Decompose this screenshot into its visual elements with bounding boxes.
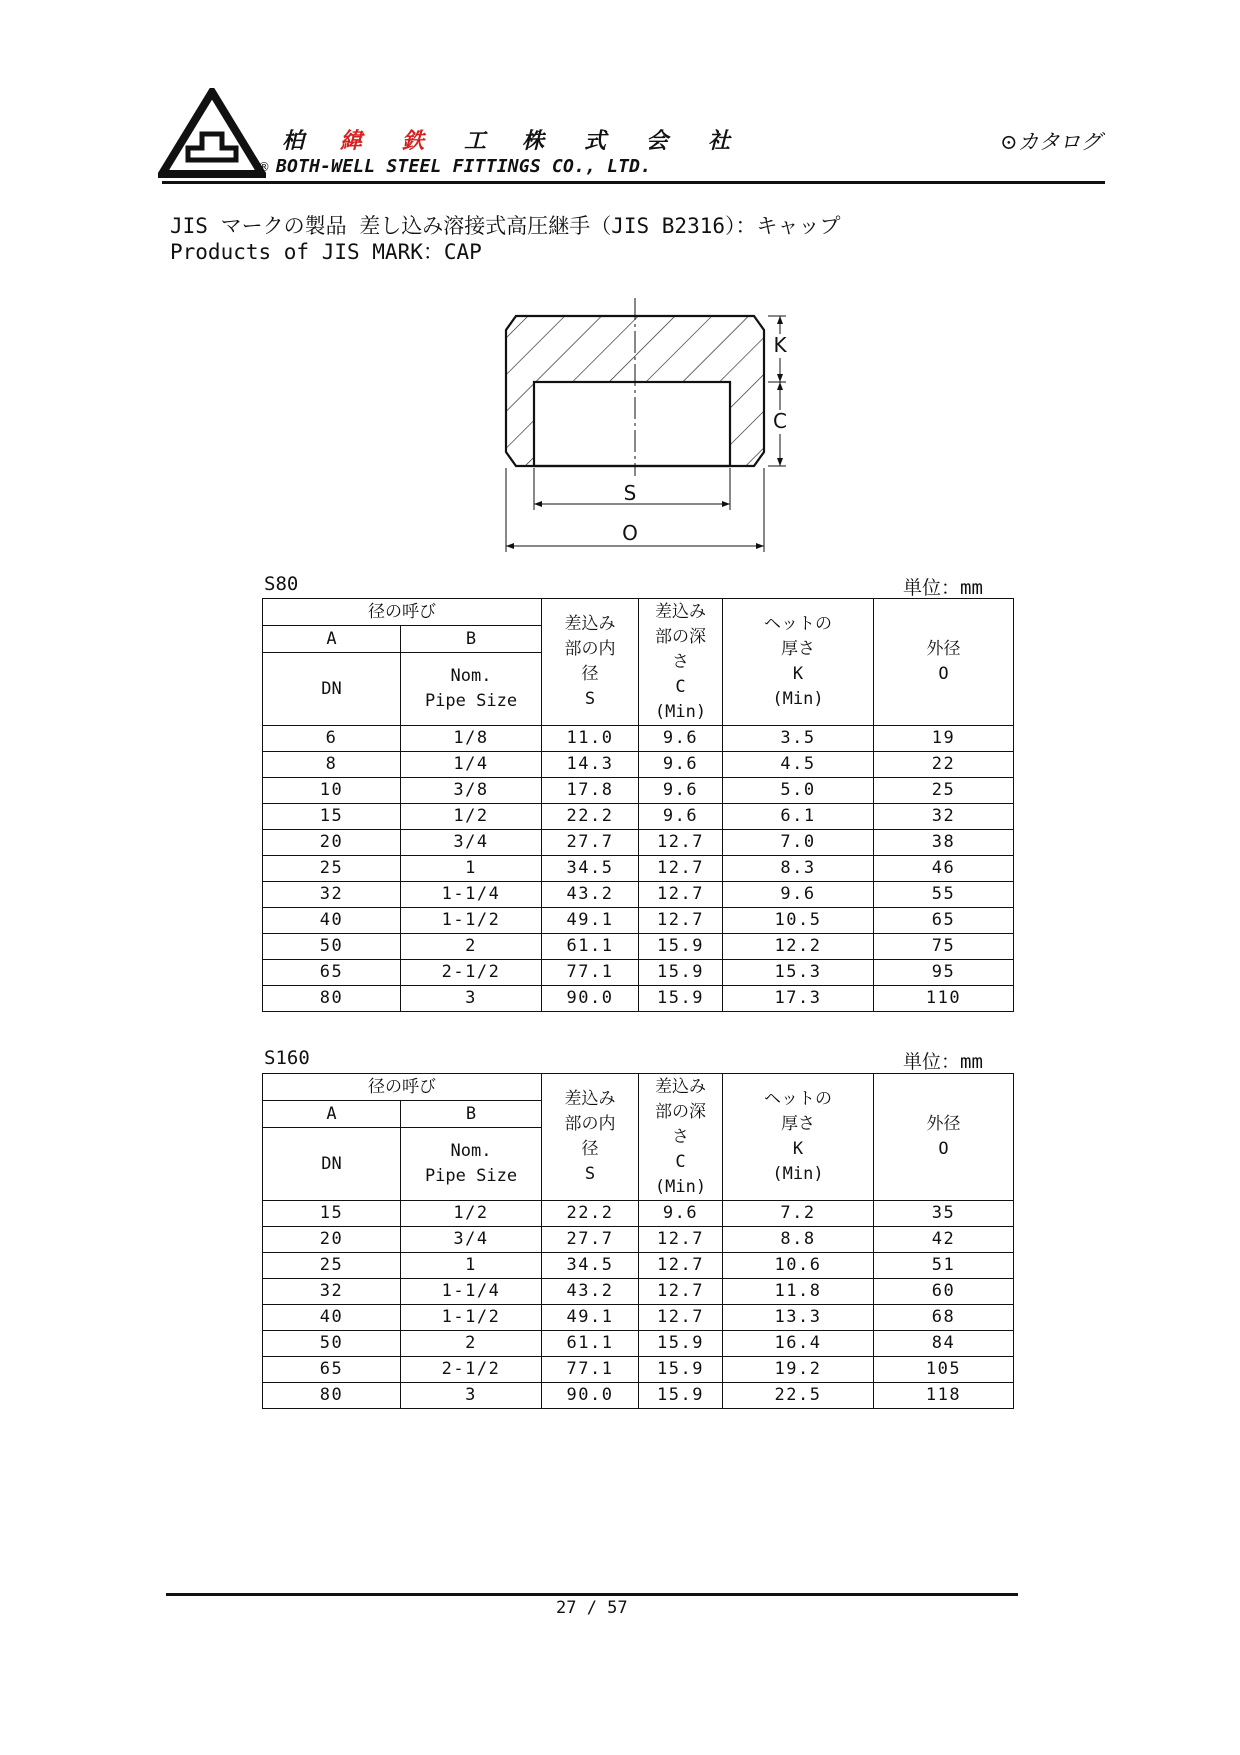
table-cell: 6.1 — [723, 804, 874, 830]
table-cell: 40 — [263, 1305, 401, 1331]
table-cell: 2-1/2 — [401, 1357, 542, 1383]
table-cell: 13.3 — [723, 1305, 874, 1331]
unit-label-s80: 単位：mm — [903, 577, 983, 599]
table-cell: 90.0 — [542, 986, 639, 1012]
table-cell: 11.8 — [723, 1279, 874, 1305]
header-b: B — [401, 626, 542, 653]
table-cell: 2 — [401, 1331, 542, 1357]
table-row — [263, 1331, 1014, 1357]
header-c: 差込み 部の深 さ C (Min) — [639, 599, 723, 726]
table-cell: 15.9 — [639, 934, 723, 960]
spec-table-s160 — [262, 1073, 1014, 1409]
table-cell: 15 — [263, 804, 401, 830]
table-cell: 7.2 — [723, 1201, 874, 1227]
table-cell: 8 — [263, 752, 401, 778]
table-cell: 10 — [263, 778, 401, 804]
table-cell: 49.1 — [542, 1305, 639, 1331]
table-row — [263, 726, 1014, 752]
registered-mark: ® — [258, 160, 270, 174]
table-cell: 61.1 — [542, 934, 639, 960]
company-jp-char: 柏 — [282, 128, 305, 154]
table-cell: 2 — [401, 934, 542, 960]
page-number: 27 / 57 — [556, 1598, 628, 1618]
table-cell: 3/4 — [401, 830, 542, 856]
table-cell: 17.8 — [542, 778, 639, 804]
footer-divider — [166, 1593, 1018, 1596]
table-cell: 68 — [874, 1305, 1014, 1331]
table-cell: 20 — [263, 830, 401, 856]
dim-o-label: O — [622, 521, 638, 545]
table-row — [263, 1305, 1014, 1331]
header-k: ヘットの 厚さ K (Min) — [723, 1074, 874, 1201]
table-cell: 34.5 — [542, 856, 639, 882]
table-cell: 9.6 — [639, 804, 723, 830]
table-row — [263, 856, 1014, 882]
header-nominal: 径の呼び — [263, 599, 542, 626]
header-s: 差込み 部の内 径 S — [542, 599, 639, 726]
company-jp-char: 緯 — [340, 128, 363, 154]
company-jp-char: 鉄 — [402, 128, 425, 154]
table-cell: 80 — [263, 986, 401, 1012]
table-row — [263, 1227, 1014, 1253]
company-jp-char: 式 — [584, 128, 607, 154]
cap-cross-section-drawing — [480, 290, 800, 570]
table-cell: 12.2 — [723, 934, 874, 960]
table-row — [263, 1383, 1014, 1409]
table-cell: 3.5 — [723, 726, 874, 752]
table-cell: 22 — [874, 752, 1014, 778]
table-cell: 77.1 — [542, 960, 639, 986]
header-nom-pipe-size: Nom. Pipe Size — [401, 653, 542, 726]
table-cell: 15.9 — [639, 1331, 723, 1357]
header-divider — [162, 181, 1105, 184]
header-dn: DN — [263, 653, 401, 726]
table-cell: 65 — [874, 908, 1014, 934]
table-cell: 6 — [263, 726, 401, 752]
table-cell: 51 — [874, 1253, 1014, 1279]
table-cell: 4.5 — [723, 752, 874, 778]
page-title-en: Products of JIS MARK：CAP — [170, 240, 482, 264]
table-cell: 49.1 — [542, 908, 639, 934]
table-cell: 1 — [401, 1253, 542, 1279]
table-cell: 60 — [874, 1279, 1014, 1305]
table-cell: 19.2 — [723, 1357, 874, 1383]
company-name-en: BOTH-WELL STEEL FITTINGS CO., LTD. — [276, 156, 652, 177]
table-row — [263, 804, 1014, 830]
table-cell: 50 — [263, 934, 401, 960]
table-cell: 15.9 — [639, 960, 723, 986]
company-jp-char: 会 — [646, 128, 669, 154]
table-cell: 3 — [401, 1383, 542, 1409]
table-cell: 1-1/2 — [401, 908, 542, 934]
table-cell: 65 — [263, 1357, 401, 1383]
table-cell: 84 — [874, 1331, 1014, 1357]
table-cell: 35 — [874, 1201, 1014, 1227]
table-cell: 1/8 — [401, 726, 542, 752]
table-cell: 9.6 — [639, 778, 723, 804]
table-cell: 15.9 — [639, 986, 723, 1012]
table-cell: 50 — [263, 1331, 401, 1357]
header-k: ヘットの 厚さ K (Min) — [723, 599, 874, 726]
header-b: B — [401, 1101, 542, 1128]
table-cell: 7.0 — [723, 830, 874, 856]
table-cell: 1-1/4 — [401, 882, 542, 908]
table-cell: 5.0 — [723, 778, 874, 804]
company-jp-char: 株 — [522, 128, 545, 154]
table-cell: 95 — [874, 960, 1014, 986]
table-cell: 9.6 — [639, 1201, 723, 1227]
dim-s-label: S — [623, 481, 637, 505]
company-jp-char: 社 — [708, 128, 731, 154]
table-cell: 27.7 — [542, 830, 639, 856]
table-cell: 105 — [874, 1357, 1014, 1383]
unit-label-s160: 単位：mm — [903, 1051, 983, 1073]
table-cell: 43.2 — [542, 1279, 639, 1305]
table-cell: 3/4 — [401, 1227, 542, 1253]
table-row — [263, 882, 1014, 908]
table-cell: 9.6 — [723, 882, 874, 908]
dim-k-label: K — [773, 333, 787, 357]
table-row — [263, 1357, 1014, 1383]
table-cell: 32 — [263, 882, 401, 908]
company-name-jp — [282, 124, 752, 154]
table-cell: 61.1 — [542, 1331, 639, 1357]
header-o: 外径 O — [874, 1074, 1014, 1201]
table-cell: 9.6 — [639, 726, 723, 752]
table-cell: 22.5 — [723, 1383, 874, 1409]
table-cell: 1-1/2 — [401, 1305, 542, 1331]
table-cell: 15.9 — [639, 1357, 723, 1383]
table-cell: 8.3 — [723, 856, 874, 882]
table-cell: 1/4 — [401, 752, 542, 778]
table-cell: 10.5 — [723, 908, 874, 934]
table-cell: 110 — [874, 986, 1014, 1012]
header-s: 差込み 部の内 径 S — [542, 1074, 639, 1201]
table-cell: 10.6 — [723, 1253, 874, 1279]
table-cell: 46 — [874, 856, 1014, 882]
company-logo — [158, 88, 266, 180]
table-cell: 2-1/2 — [401, 960, 542, 986]
table-row — [263, 1279, 1014, 1305]
header-a: A — [263, 1101, 401, 1128]
table-cell: 25 — [263, 856, 401, 882]
table-cell: 42 — [874, 1227, 1014, 1253]
table-cell: 77.1 — [542, 1357, 639, 1383]
table-cell: 1/2 — [401, 804, 542, 830]
table-cell: 25 — [874, 778, 1014, 804]
table-row — [263, 830, 1014, 856]
table-cell: 1/2 — [401, 1201, 542, 1227]
table-cell: 32 — [263, 1279, 401, 1305]
table-cell: 12.7 — [639, 908, 723, 934]
table-row — [263, 934, 1014, 960]
table-cell: 8.8 — [723, 1227, 874, 1253]
table-cell: 38 — [874, 830, 1014, 856]
table-cell: 19 — [874, 726, 1014, 752]
table-cell: 15.9 — [639, 1383, 723, 1409]
table-cell: 32 — [874, 804, 1014, 830]
table-cell: 12.7 — [639, 1253, 723, 1279]
table-row — [263, 752, 1014, 778]
table-cell: 1 — [401, 856, 542, 882]
table-cell: 12.7 — [639, 882, 723, 908]
schedule-label-s80: S80 — [264, 573, 299, 595]
header-c: 差込み 部の深 さ C (Min) — [639, 1074, 723, 1201]
table-cell: 22.2 — [542, 1201, 639, 1227]
table-cell: 43.2 — [542, 882, 639, 908]
company-jp-char: 工 — [464, 128, 487, 154]
table-cell: 118 — [874, 1383, 1014, 1409]
table-row — [263, 960, 1014, 986]
page-title-jp: JIS マークの製品 差し込み溶接式高圧継手（JIS B2316）：キャップ — [170, 214, 841, 238]
table-cell: 14.3 — [542, 752, 639, 778]
header-dn: DN — [263, 1128, 401, 1201]
table-cell: 15 — [263, 1201, 401, 1227]
table-row — [263, 778, 1014, 804]
table-cell: 1-1/4 — [401, 1279, 542, 1305]
schedule-label-s160: S160 — [264, 1047, 310, 1069]
table-cell: 3 — [401, 986, 542, 1012]
table-cell: 34.5 — [542, 1253, 639, 1279]
table-cell: 12.7 — [639, 1305, 723, 1331]
table-row — [263, 908, 1014, 934]
table-cell: 12.7 — [639, 830, 723, 856]
table-cell: 15.3 — [723, 960, 874, 986]
table-cell: 65 — [263, 960, 401, 986]
table-cell: 11.0 — [542, 726, 639, 752]
header-nominal: 径の呼び — [263, 1074, 542, 1101]
table-cell: 3/8 — [401, 778, 542, 804]
table-cell: 90.0 — [542, 1383, 639, 1409]
table-cell: 25 — [263, 1253, 401, 1279]
table-cell: 22.2 — [542, 804, 639, 830]
spec-table-s80 — [262, 598, 1014, 1012]
table-cell: 55 — [874, 882, 1014, 908]
table-cell: 40 — [263, 908, 401, 934]
table-row — [263, 1253, 1014, 1279]
table-cell: 20 — [263, 1227, 401, 1253]
table-cell: 9.6 — [639, 752, 723, 778]
table-cell: 75 — [874, 934, 1014, 960]
table-cell: 12.7 — [639, 1279, 723, 1305]
table-cell: 27.7 — [542, 1227, 639, 1253]
table-row — [263, 986, 1014, 1012]
header-a: A — [263, 626, 401, 653]
table-cell: 17.3 — [723, 986, 874, 1012]
catalog-label: ⊙カタログ — [1000, 130, 1102, 154]
header-o: 外径 O — [874, 599, 1014, 726]
table-cell: 12.7 — [639, 856, 723, 882]
table-row — [263, 1201, 1014, 1227]
table-cell: 12.7 — [639, 1227, 723, 1253]
header-nom-pipe-size: Nom. Pipe Size — [401, 1128, 542, 1201]
table-cell: 16.4 — [723, 1331, 874, 1357]
table-cell: 80 — [263, 1383, 401, 1409]
dim-c-label: C — [773, 409, 787, 433]
